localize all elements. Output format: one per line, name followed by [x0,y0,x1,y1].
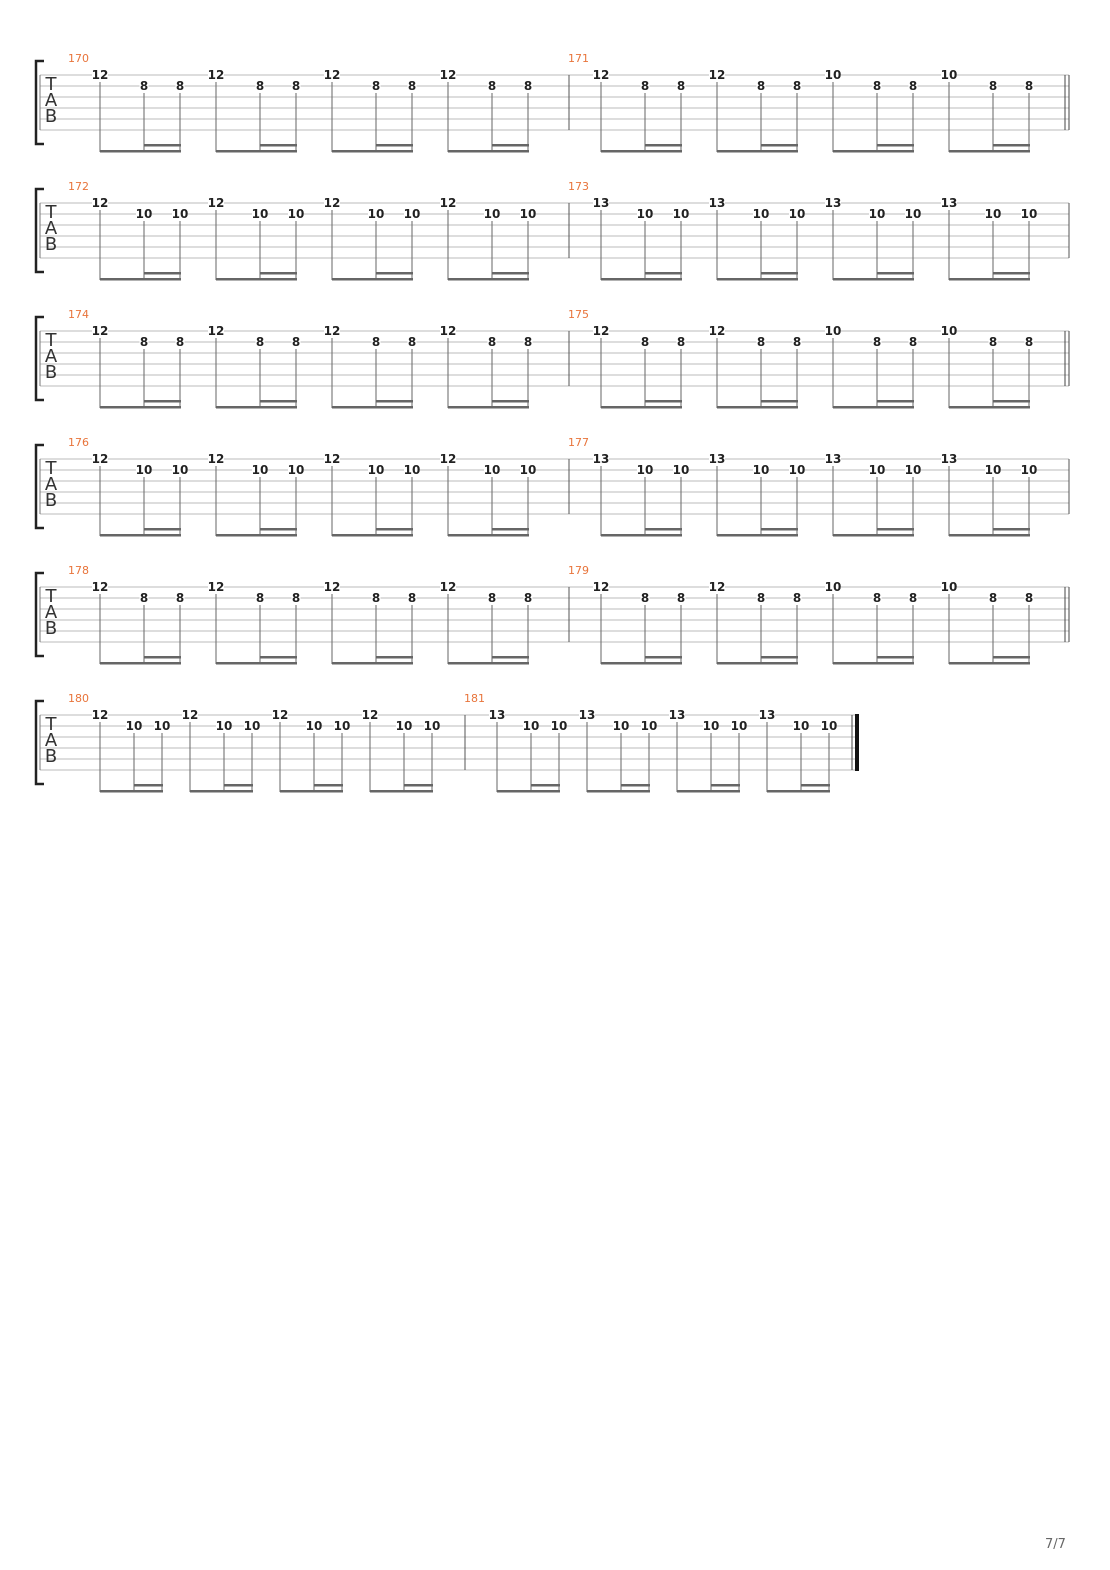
fret-number: 10 [483,463,501,477]
fret-number: 10 [940,324,958,338]
fret-number: 8 [291,591,301,605]
beam [601,278,682,281]
beam [260,272,297,275]
beam [260,528,297,531]
fret-number: 12 [91,452,109,466]
fret-number: 10 [367,463,385,477]
tab-system [36,52,1069,153]
fret-number: 8 [908,335,918,349]
fret-number: 8 [872,591,882,605]
beam [645,656,682,659]
tab-clef-letter: A [44,218,58,239]
beam [531,784,560,787]
fret-number: 8 [640,79,650,93]
fret-number: 8 [175,79,185,93]
fret-number: 10 [820,719,838,733]
fret-number: 8 [175,335,185,349]
tab-clef-letter: B [44,362,58,383]
beam [877,144,914,147]
beam [587,790,650,793]
fret-number: 13 [824,196,842,210]
beam [332,278,413,281]
page-number: 7/7 [1045,1537,1066,1552]
fret-number: 8 [640,591,650,605]
tab-clef-letter: T [45,74,57,95]
fret-number: 10 [672,463,690,477]
fret-number: 10 [824,580,842,594]
beam [645,528,682,531]
fret-number: 8 [1024,335,1034,349]
fret-number: 10 [125,719,143,733]
fret-number: 12 [207,324,225,338]
beam [717,150,798,153]
beam [717,406,798,409]
beam [332,150,413,153]
beam [100,790,163,793]
beam [949,278,1030,281]
fret-number: 10 [550,719,568,733]
fret-number: 10 [171,463,189,477]
beam [332,662,413,665]
fret-number: 8 [255,591,265,605]
fret-number: 10 [752,463,770,477]
beam [190,790,253,793]
beam [833,406,914,409]
fret-number: 12 [323,68,341,82]
fret-number: 10 [333,719,351,733]
beam [144,400,181,403]
fret-number: 13 [708,452,726,466]
fret-number: 8 [291,79,301,93]
fret-number: 8 [1024,591,1034,605]
fret-number: 10 [215,719,233,733]
measure-number: 174 [68,308,89,321]
beam [949,662,1030,665]
beam [216,278,297,281]
tab-system [36,436,1069,537]
fret-number: 10 [403,207,421,221]
fret-number: 8 [676,79,686,93]
beam [376,528,413,531]
beam [993,528,1030,531]
measure-number: 173 [568,180,589,193]
fret-number: 10 [423,719,441,733]
beam [216,534,297,537]
beam [761,272,798,275]
beam [833,534,914,537]
fret-number: 8 [908,591,918,605]
beam [376,656,413,659]
fret-number: 10 [153,719,171,733]
beam [376,400,413,403]
fret-number: 12 [207,68,225,82]
fret-number: 8 [407,591,417,605]
beam [100,406,181,409]
beam [761,400,798,403]
fret-number: 12 [708,324,726,338]
fret-number: 10 [171,207,189,221]
fret-number: 8 [988,335,998,349]
beam [949,534,1030,537]
fret-number: 12 [439,68,457,82]
beam [761,656,798,659]
beam [224,784,253,787]
beam [100,150,181,153]
measure-number: 176 [68,436,89,449]
fret-number: 13 [592,452,610,466]
fret-number: 10 [702,719,720,733]
beam [492,528,529,531]
measure-number: 181 [464,692,485,705]
fret-number: 8 [792,79,802,93]
fret-number: 12 [181,708,199,722]
beam [949,406,1030,409]
tab-clef-letter: A [44,602,58,623]
beam [376,272,413,275]
fret-number: 12 [323,580,341,594]
fret-number: 10 [904,207,922,221]
beam [717,534,798,537]
fret-number: 8 [371,335,381,349]
beam [448,150,529,153]
fret-number: 8 [175,591,185,605]
beam [645,400,682,403]
tab-clef-letter: B [44,618,58,639]
fret-number: 10 [287,463,305,477]
fret-number: 10 [519,463,537,477]
fret-number: 10 [305,719,323,733]
fret-number: 10 [636,463,654,477]
fret-number: 12 [207,580,225,594]
fret-number: 10 [403,463,421,477]
fret-number: 8 [872,335,882,349]
tab-clef-letter: T [45,714,57,735]
beam [645,272,682,275]
beam [134,784,163,787]
tab-system [36,308,1069,409]
tab-clef-letter: A [44,90,58,111]
tab-system [36,692,857,793]
tab-clef-letter: B [44,746,58,767]
fret-number: 12 [439,324,457,338]
fret-number: 10 [135,207,153,221]
beam [949,150,1030,153]
fret-number: 10 [868,463,886,477]
beam [448,406,529,409]
beam [144,272,181,275]
beam [216,406,297,409]
measure-number: 179 [568,564,589,577]
tab-clef-letter: T [45,202,57,223]
fret-number: 12 [439,452,457,466]
fret-number: 8 [1024,79,1034,93]
fret-number: 8 [139,79,149,93]
fret-number: 8 [792,591,802,605]
beam [144,656,181,659]
beam [100,662,181,665]
fret-number: 10 [730,719,748,733]
beam [833,278,914,281]
beam [448,534,529,537]
fret-number: 8 [676,335,686,349]
fret-number: 8 [291,335,301,349]
fret-number: 8 [988,79,998,93]
fret-number: 8 [487,335,497,349]
fret-number: 8 [523,79,533,93]
fret-number: 8 [139,591,149,605]
beam [677,790,740,793]
fret-number: 12 [592,580,610,594]
beam [144,144,181,147]
fret-number: 8 [523,591,533,605]
fret-number: 10 [984,207,1002,221]
tab-clef-letter: A [44,730,58,751]
beam [260,400,297,403]
fret-number: 10 [287,207,305,221]
beam [601,662,682,665]
fret-number: 12 [592,324,610,338]
fret-number: 10 [788,207,806,221]
beam [711,784,740,787]
beam [993,272,1030,275]
fret-number: 10 [243,719,261,733]
fret-number: 12 [207,196,225,210]
tab-system [36,180,1069,281]
fret-number: 10 [672,207,690,221]
beam [216,662,297,665]
beam [376,144,413,147]
fret-number: 10 [640,719,658,733]
beam [492,400,529,403]
fret-number: 8 [676,591,686,605]
fret-number: 8 [371,591,381,605]
beam [492,272,529,275]
fret-number: 13 [578,708,596,722]
beam [601,150,682,153]
fret-number: 10 [792,719,810,733]
fret-number: 8 [487,591,497,605]
beam [497,790,560,793]
fret-number: 8 [407,79,417,93]
beam [280,790,343,793]
tab-clef-letter: A [44,346,58,367]
measure-number: 178 [68,564,89,577]
fret-number: 12 [91,580,109,594]
fret-number: 8 [640,335,650,349]
fret-number: 8 [255,335,265,349]
tab-clef-letter: B [44,234,58,255]
fret-number: 10 [868,207,886,221]
fret-number: 8 [139,335,149,349]
beam [260,144,297,147]
tab-clef-letter: B [44,490,58,511]
fret-number: 12 [439,196,457,210]
measure-number: 172 [68,180,89,193]
beam [877,400,914,403]
fret-number: 8 [487,79,497,93]
fret-number: 10 [522,719,540,733]
beam [645,144,682,147]
tab-clef-letter: A [44,474,58,495]
beam [767,790,830,793]
fret-number: 8 [988,591,998,605]
fret-number: 10 [824,68,842,82]
beam [314,784,343,787]
fret-number: 10 [984,463,1002,477]
fret-number: 12 [439,580,457,594]
fret-number: 13 [940,452,958,466]
tab-clef-letter: T [45,586,57,607]
beam [492,656,529,659]
fret-number: 8 [756,335,766,349]
fret-number: 12 [592,68,610,82]
fret-number: 13 [592,196,610,210]
fret-number: 8 [756,79,766,93]
fret-number: 8 [371,79,381,93]
tab-clef-letter: B [44,106,58,127]
beam [761,144,798,147]
fret-number: 13 [824,452,842,466]
beam [601,534,682,537]
fret-number: 10 [1020,463,1038,477]
beam [621,784,650,787]
measure-number: 171 [568,52,589,65]
fret-number: 8 [407,335,417,349]
beam [100,534,181,537]
fret-number: 8 [523,335,533,349]
measure-number: 175 [568,308,589,321]
fret-number: 10 [135,463,153,477]
fret-number: 10 [940,580,958,594]
tab-clef-letter: T [45,330,57,351]
fret-number: 13 [758,708,776,722]
fret-number: 12 [91,196,109,210]
tab-clef-letter: T [45,458,57,479]
fret-number: 12 [323,324,341,338]
fret-number: 13 [940,196,958,210]
beam [993,144,1030,147]
beam [717,278,798,281]
fret-number: 12 [207,452,225,466]
fret-number: 8 [872,79,882,93]
fret-number: 12 [91,68,109,82]
fret-number: 8 [792,335,802,349]
fret-number: 10 [395,719,413,733]
beam [448,662,529,665]
fret-number: 8 [908,79,918,93]
beam [601,406,682,409]
beam [260,656,297,659]
fret-number: 10 [1020,207,1038,221]
fret-number: 12 [361,708,379,722]
beam [993,656,1030,659]
beam [761,528,798,531]
fret-number: 8 [756,591,766,605]
fret-number: 12 [323,452,341,466]
fret-number: 12 [91,324,109,338]
beam [332,406,413,409]
tab-system [36,564,1069,665]
fret-number: 10 [612,719,630,733]
beam [877,272,914,275]
beam [216,150,297,153]
fret-number: 12 [708,580,726,594]
fret-number: 10 [636,207,654,221]
fret-number: 12 [323,196,341,210]
beam [833,662,914,665]
fret-number: 10 [251,463,269,477]
beam [801,784,830,787]
beam [717,662,798,665]
beam [877,656,914,659]
beam [448,278,529,281]
beam [833,150,914,153]
fret-number: 10 [788,463,806,477]
fret-number: 10 [519,207,537,221]
beam [332,534,413,537]
fret-number: 10 [824,324,842,338]
fret-number: 10 [940,68,958,82]
fret-number: 10 [904,463,922,477]
fret-number: 12 [271,708,289,722]
fret-number: 13 [668,708,686,722]
beam [370,790,433,793]
measure-number: 177 [568,436,589,449]
fret-number: 12 [708,68,726,82]
beam [877,528,914,531]
fret-number: 13 [488,708,506,722]
beam [144,528,181,531]
beam [993,400,1030,403]
fret-number: 13 [708,196,726,210]
beam [100,278,181,281]
fret-number: 12 [91,708,109,722]
fret-number: 10 [251,207,269,221]
fret-number: 10 [367,207,385,221]
measure-number: 170 [68,52,89,65]
fret-number: 10 [483,207,501,221]
beam [492,144,529,147]
beam [404,784,433,787]
measure-number: 180 [68,692,89,705]
fret-number: 8 [255,79,265,93]
fret-number: 10 [752,207,770,221]
